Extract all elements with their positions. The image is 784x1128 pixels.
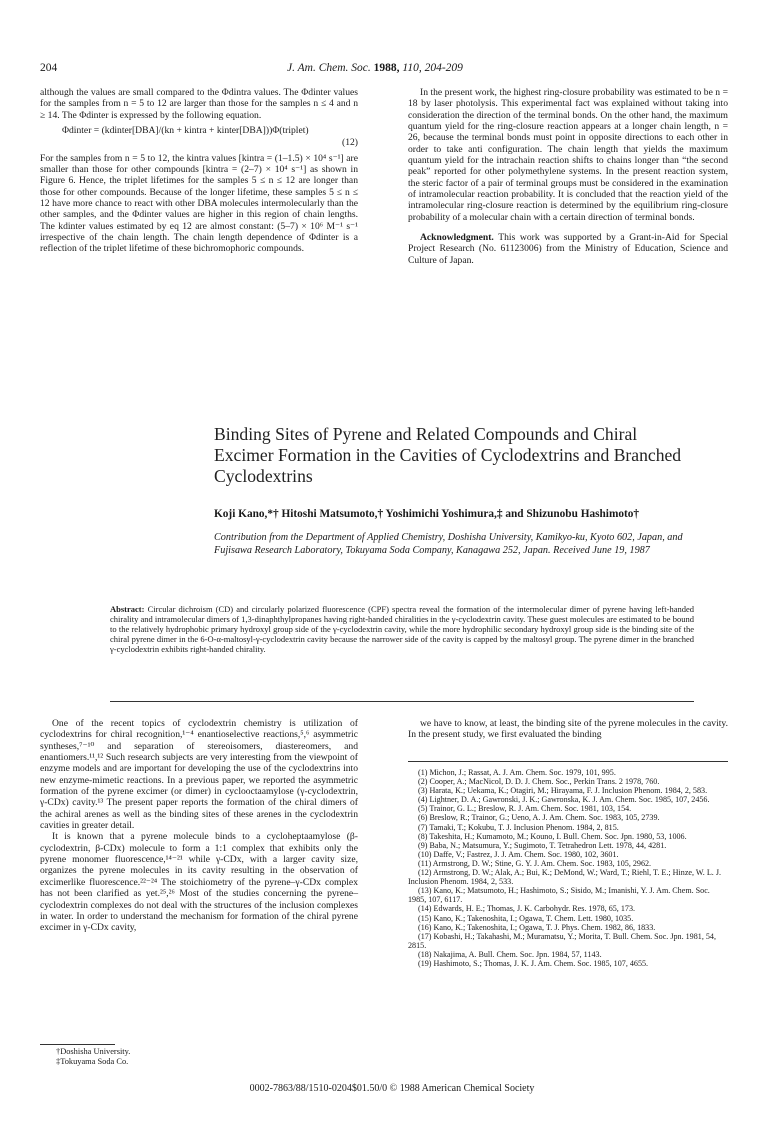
equation-12 xyxy=(40,125,358,136)
reference-item: (17) Kobashi, H.; Takahashi, M.; Muramatsu, Y.; Morita, T. Bull. Chem. Soc. Jpn. 1981, 54, 2815. xyxy=(408,931,716,950)
reference-item: (9) Baba, N.; Matsumura, Y.; Sugimoto, T. Tetrahedron Lett. 1978, 44, 4281. xyxy=(418,840,667,850)
paragraph: In the present work, the highest ring-closure probability was estimated to be n = 18 by laser photolysis. This experimental fact was explained without taking into consideration the direction of the terminal bonds. On the other hand, the maximum quantum yield for the ring-closure reaction appears at a longer chain length, n = 26, because the terminal bonds must point in opposite directions to each other in order to take anti configuration. The chain length that yields the maximum quantum yield for the intrachain reaction shifts to chains longer than “the second peak” reported for other polymethylene systems. In the present reaction system, the steric factor of a pair of terminal groups must be considered in the examination of intramolecular reaction probability. It is concluded that the reaction yield of the intramolecular ring-closure reaction is determined by the equilibrium ring-closure probability of a molecular chain with a certain direction of terminal bonds. xyxy=(408,87,728,223)
abstract-label: Abstract: xyxy=(110,604,145,614)
abstract-divider xyxy=(110,701,694,702)
article-affiliation: Contribution from the Department of Applied Chemistry, Doshisha University, Kamikyo-ku, Kyoto 602, Japan, and Fujisawa Research Laboratory, Tokuyama Soda Company, Kanagawa 252, Japan. Received June 19, 1987 xyxy=(214,532,683,556)
article-authors: Koji Kano,*† Hitoshi Matsumoto,† Yoshimichi Yoshimura,‡ and Shizunobu Hashimoto† xyxy=(214,508,640,520)
reference-item: (4) Lightner, D. A.; Gawronski, J. K.; Gawronska, K. J. Am. Chem. Soc. 1985, 107, 2456. xyxy=(418,795,710,805)
page-number: 204 xyxy=(40,62,58,74)
reference-item: (3) Harata, K.; Uekama, K.; Otagiri, M.; Hirayama, F. J. Inclusion Phenom. 1984, 2, 583. xyxy=(418,786,708,796)
references-divider xyxy=(408,761,728,762)
reference-item: (1) Michon, J.; Rassat, A. J. Am. Chem. Soc. 1979, 101, 995. xyxy=(418,768,616,777)
reference-item: (11) Armstrong, D. W.; Stine, G. Y. J. Am. Chem. Soc. 1983, 105, 2962. xyxy=(418,858,652,868)
paragraph: although the values are small compared to the Φdintra values. The Φdinter values for the samples from n = 5 to 12 are larger than those for the samples n ≤ 4 and n ≥ 14. The Φdinter is expressed by the following equation. xyxy=(40,87,358,121)
reference-item: (5) Trainor, G. L.; Breslow, R. J. Am. Chem. Soc. 1981, 103, 154. xyxy=(418,804,632,814)
references-list xyxy=(408,768,728,968)
footnote-doshisha: †Doshisha University. xyxy=(56,1047,131,1056)
reference-item: (10) Daffe, V.; Fastrez, J. J. Am. Chem. Soc. 1980, 102, 3601. xyxy=(418,849,619,859)
footnote-tokuyama: ‡Tokuyama Soda Co. xyxy=(56,1057,129,1066)
footnote-divider xyxy=(40,1044,115,1045)
reference-item: (2) Cooper, A.; MacNicol, D. D. J. Chem. Soc., Perkin Trans. 2 1978, 760. xyxy=(418,777,660,787)
abstract xyxy=(110,604,694,654)
reference-item: (14) Edwards, H. E.; Thomas, J. K. Carbohydr. Res. 1978, 65, 173. xyxy=(418,904,636,914)
paragraph: For the samples from n = 5 to 12, the kintra values [kintra = (1–1.5) × 10⁴ s⁻¹] are smaller than those for other compounds [kintra = (2–7) × 10⁴ s⁻¹] as shown in Figure 6. Hence, the triplet lifetimes for the samples 5 ≤ n ≤ 12 are longer than those for other compounds. Because of the longer lifetime, these samples 5 ≤ n ≤ 12 have more chance to react with other DBA molecules intermolecularly than the other samples, and the Φdinter values are higher in this region of chain lengths. The kdinter values estimated by eq 12 are almost constant: (5–7) × 10⁶ M⁻¹ s⁻¹ irrespective of the chain length. The chain length dependence of Φdinter is a reflection of the triplet lifetime of these bichromophoric compounds. xyxy=(40,152,358,255)
journal-name: J. Am. Chem. Soc. xyxy=(287,62,371,74)
reference-item: (12) Armstrong, D. W.; Alak, A.; Bui, K.; DeMond, W.; Ward, T.; Riehl, T. E.; Hinze, W. L. J. Inclusion Phenom. 1984, 2, 533. xyxy=(408,868,722,887)
journal-year: 1988, xyxy=(373,62,400,74)
equation-number: (12) xyxy=(342,137,358,149)
prev-article-left-column xyxy=(40,87,358,255)
running-header xyxy=(287,62,463,74)
body-left-column xyxy=(40,718,358,934)
reference-item: (6) Breslow, R.; Trainor, G.; Ueno, A. J. Am. Chem. Soc. 1983, 105, 2739. xyxy=(418,813,660,823)
prev-article-right-column xyxy=(408,87,728,266)
journal-volume-pages: 110, 204-209 xyxy=(402,62,463,74)
abstract-text: Circular dichroism (CD) and circularly polarized fluorescence (CPF) spectra reveal the formation of the intermolecular dimer of pyrene having left-handed chirality and intramolecular dimers of 1,3-dinaphthylpropanes having right-handed chiralities in the γ-cyclodextrin cavity. These guest molecules are estimated to be bound to the relatively hydrophobic primary hydroxyl group side of the γ-cyclodextrin cavity, while the more hydrophilic secondary hydroxyl group side is the binding site of the chiral pyrene dimer in the 6-O-α-maltosyl-γ-cyclodextrin cavity because the narrower side of the cavity is capped by the maltosyl group. The pyrene dimer in the branched γ-cyclodextrin exhibits right-handed chirality. xyxy=(110,604,694,655)
reference-item: (13) Kano, K.; Matsumoto, H.; Hashimoto, S.; Sisido, M.; Imanishi, Y. J. Am. Chem. Soc. 1985, 107, 6117. xyxy=(408,886,710,905)
copyright-line: 0002-7863/88/1510-0204$01.50/0 © 1988 American Chemical Society xyxy=(249,1083,535,1094)
reference-item: (15) Kano, K.; Takenoshita, I.; Ogawa, T. Chem. Lett. 1980, 1035. xyxy=(418,913,634,923)
acknowledgment-text: This work was supported by a Grant-in-Aid for Special Project Research (No. 61123006) from the Ministry of Education, Science and Culture of Japan. xyxy=(408,232,728,266)
acknowledgment-label: Acknowledgment. xyxy=(420,232,494,244)
reference-item: (16) Kano, K.; Takenoshita, I.; Ogawa, T. J. Phys. Chem. 1982, 86, 1833. xyxy=(418,922,656,932)
body-right-column xyxy=(408,718,728,741)
acknowledgment xyxy=(408,232,728,266)
equation-text: Φdinter = (kdinter[DBA]/(kn + kintra + kinter[DBA]))Φ(triplet) xyxy=(62,125,309,137)
paragraph: It is known that a pyrene molecule binds to a cycloheptaamylose (β-cyclodextrin, β-CDx) molecule to form a 1:1 complex that exhibits only the pyrene monomer fluorescence,¹⁴⁻²¹ while γ-CDx, with a larger cavity size, organizes the pyrene molecules in its cavity resulting in the observation of excimerlike fluorescence.²²⁻²⁴ The stoichiometry of the pyrene–γ-CDx complex has not been clarified as yet.²⁵,²⁶ Most of the studies concerning the pyrene–cyclodextrin complexes do not deal with the structures of the inclusion complexes in water. In order to understand the mechanism for formation of the chiral pyrene excimer in γ-CDx cavity, xyxy=(40,831,358,934)
paragraph: we have to know, at least, the binding site of the pyrene molecules in the cavity. In the present study, we first evaluated the binding xyxy=(408,718,728,741)
reference-item: (8) Takeshita, H.; Kumamoto, M.; Kouno, I. Bull. Chem. Soc. Jpn. 1980, 53, 1006. xyxy=(418,831,687,841)
reference-item: (7) Tamaki, T.; Kokubu, T. J. Inclusion Phenom. 1984, 2, 815. xyxy=(418,822,619,832)
reference-item: (19) Hashimoto, S.; Thomas, J. K. J. Am. Chem. Soc. 1985, 107, 4655. xyxy=(418,958,649,968)
article-title: Binding Sites of Pyrene and Related Compounds and Chiral Excimer Formation in the Cavities of Cyclodextrins and Branched Cyclodextrins xyxy=(214,424,682,486)
reference-item: (18) Nakajima, A. Bull. Chem. Soc. Jpn. 1984, 57, 1143. xyxy=(418,949,602,959)
paragraph: One of the recent topics of cyclodextrin chemistry is utilization of cyclodextrins for chiral recognition,¹⁻⁴ enantioselective reactions,⁵,⁶ asymmetric syntheses,⁷⁻¹⁰ and separation of stereoisomers, diastereomers, and enantiomers.¹¹,¹² Such research subjects are very interesting from the viewpoint of enzyme models and are important for developing the use of the cyclodextrins into new enzyme-mimetic reactions. In a previous paper, we reported the asymmetric formation of the pyrene excimer (or dimer) in cyclooctaamylose (γ-cyclodextrin, γ-CDx) cavity.¹³ The present paper reports the formation of the chiral dimers of the achiral arenes as well as the binding sites of these arenes in the cyclodextrin cavities in greater detail. xyxy=(40,718,358,832)
footnotes xyxy=(56,1047,130,1067)
